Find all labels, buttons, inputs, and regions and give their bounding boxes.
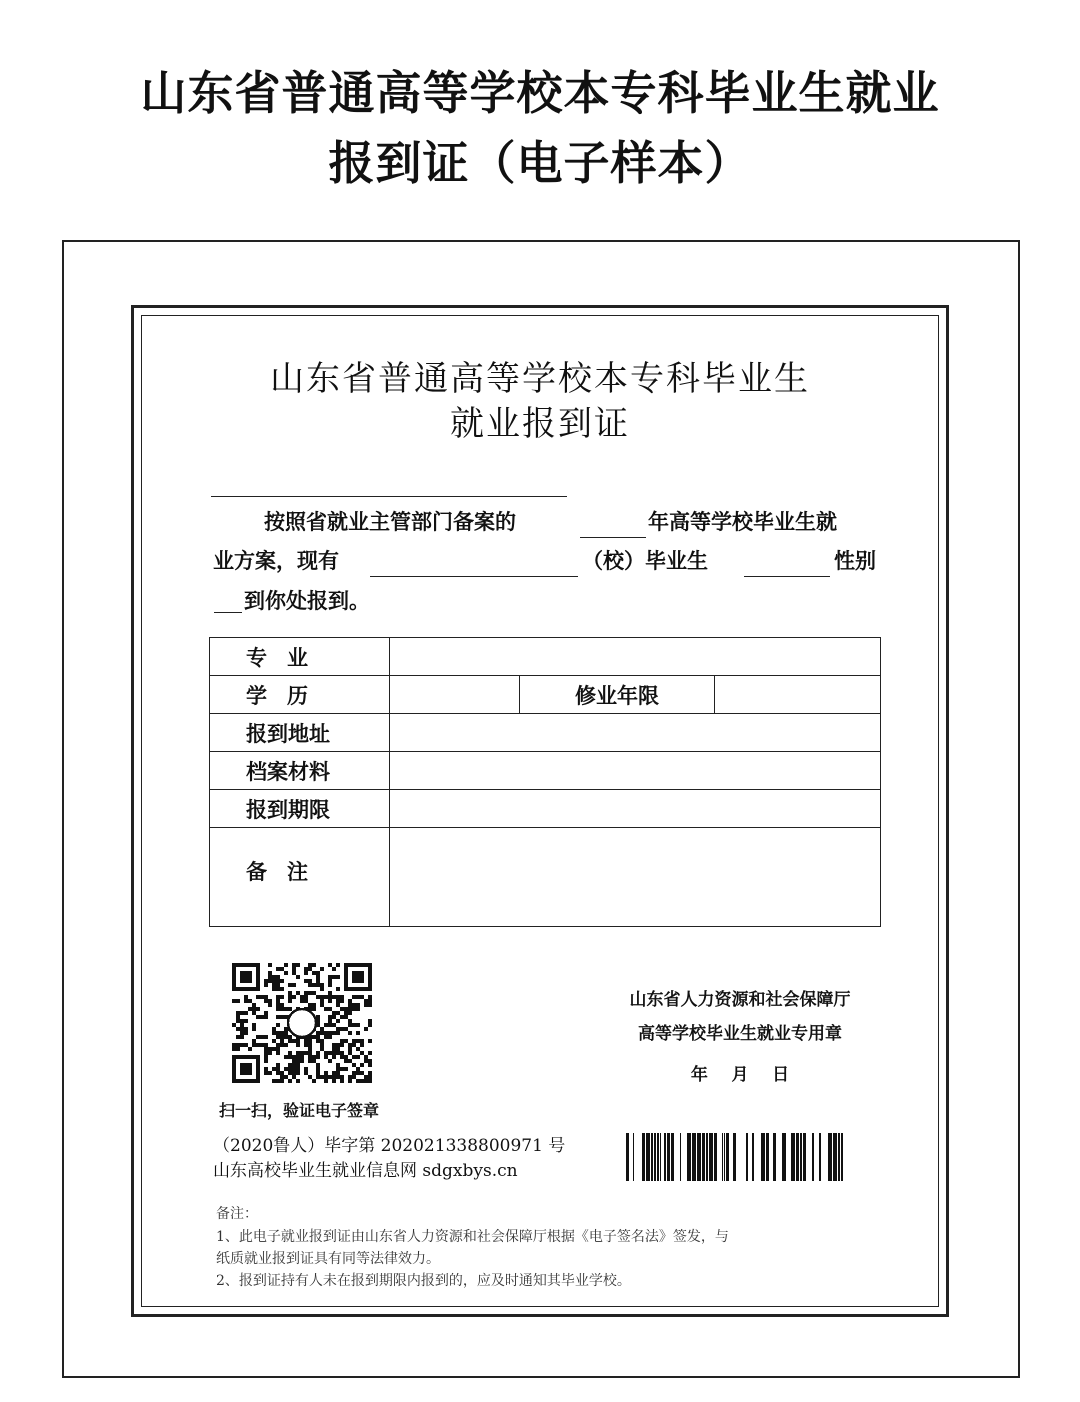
body-text-seg2: 年高等学校毕业生就 [648, 510, 837, 534]
page-title-line-2: 报到证（电子样本） [328, 136, 752, 190]
major-label: 专业 [210, 638, 390, 676]
school-blank [370, 576, 578, 577]
remark-label: 备注 [210, 828, 390, 927]
table-row-major [210, 638, 881, 676]
major-value [390, 638, 881, 676]
archive-value [390, 752, 881, 790]
body-text-seg4: （校）毕业生 [582, 549, 708, 573]
table-row-deadline [210, 790, 881, 828]
table-row-address [210, 714, 881, 752]
seal-date: 年 月 日 [690, 1065, 790, 1085]
info-table [209, 637, 881, 927]
deadline-value [390, 790, 881, 828]
page-title-line-1: 山东省普通高等学校本专科毕业生就业 [140, 66, 940, 120]
deadline-label: 报到期限 [210, 790, 390, 828]
duration-label: 修业年限 [520, 676, 715, 714]
certificate-title-line-1: 山东省普通高等学校本专科毕业生 [270, 359, 810, 399]
note-1a: 1、此电子就业报到证由山东省人力资源和社会保障厅根据《电子签名法》签发，与 [216, 1229, 729, 1245]
serial-number: （2020鲁人）毕字第 202021338800971 号 [213, 1136, 566, 1156]
education-label: 学历 [210, 676, 390, 714]
qr-caption: 扫一扫，验证电子签章 [219, 1101, 380, 1120]
body-text-seg6: 到你处报到。 [244, 589, 370, 613]
seal-name: 高等学校毕业生就业专用章 [638, 1024, 842, 1044]
year-blank [580, 537, 646, 538]
remark-value [390, 828, 881, 927]
gender-blank [214, 612, 242, 613]
note-1b: 纸质就业报到证具有同等法律效力。 [216, 1251, 440, 1267]
qr-code-icon[interactable] [232, 963, 372, 1083]
barcode-icon [626, 1133, 844, 1181]
note-2: 2、报到证持有人未在报到期限内报到的，应及时通知其毕业学校。 [216, 1273, 631, 1289]
recipient-blank [211, 496, 567, 497]
seal-issuer: 山东省人力资源和社会保障厅 [629, 990, 851, 1010]
address-label: 报到地址 [210, 714, 390, 752]
duration-value [715, 676, 881, 714]
body-text-seg3: 业方案，现有 [213, 549, 339, 573]
name-blank [744, 576, 830, 577]
body-text-seg1: 按照省就业主管部门备案的 [264, 510, 516, 534]
table-row-archive [210, 752, 881, 790]
table-row-remark [210, 828, 881, 927]
website-line: 山东高校毕业生就业信息网 sdgxbys.cn [213, 1161, 518, 1181]
address-value [390, 714, 881, 752]
notes-heading: 备注： [216, 1206, 258, 1222]
certificate-title-line-2: 就业报到证 [450, 404, 630, 444]
body-text-seg5: 性别 [834, 549, 876, 573]
table-row-education [210, 676, 881, 714]
education-value [390, 676, 520, 714]
archive-label: 档案材料 [210, 752, 390, 790]
